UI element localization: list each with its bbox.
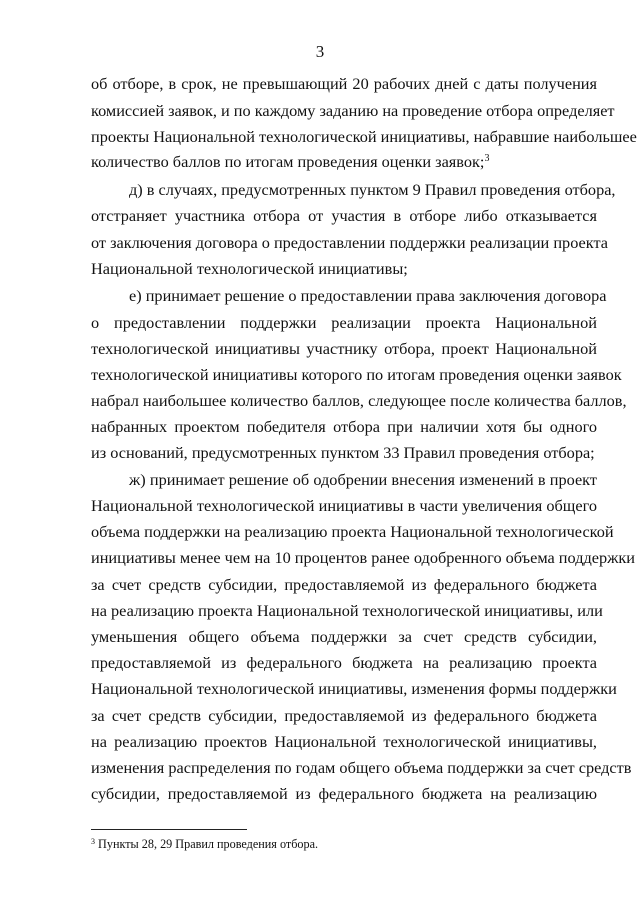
text-line: изменения распределения по годам общего объема поддержки за счет средств (91, 758, 632, 777)
footnote-marker: 3 (91, 837, 95, 846)
text-line: на реализацию проекта Национальной технологической инициативы, или (91, 601, 603, 620)
text-line: набранных проектом победителя отбора при наличии хотя бы одного (91, 417, 597, 436)
footnote (91, 836, 597, 852)
text-line: технологической инициативы участнику отбора, проект Национальной (91, 339, 597, 358)
page-number: 3 (315, 42, 325, 61)
text-line: е) принимает решение о предоставлении права заключения договора (129, 286, 607, 305)
text-line: предоставляемой из федерального бюджета на реализацию проекта (91, 653, 597, 672)
text-line: субсидии, предоставляемой из федерального бюджета на реализацию (91, 784, 597, 803)
footnote-divider (91, 829, 247, 830)
text-line: набрал наибольшее количество баллов, следующее после количества баллов, (91, 391, 627, 410)
text-line: об отборе, в срок, не превышающий 20 рабочих дней с даты получения (91, 74, 597, 93)
text-line: объема поддержки на реализацию проекта Национальной технологической (91, 522, 614, 541)
text-line: отстраняет участника отбора от участия в отборе либо отказывается (91, 206, 597, 225)
text-line: д) в случаях, предусмотренных пунктом 9 Правил проведения отбора, (129, 180, 616, 199)
text-line: комиссией заявок, и по каждому заданию на проведение отбора определяет (91, 101, 615, 120)
text-line: Национальной технологической инициативы в части увеличения общего (91, 496, 597, 515)
text-line: количество баллов по итогам проведения оценки заявок; (91, 152, 485, 171)
text-line: за счет средств субсидии, предоставляемой из федерального бюджета (91, 575, 597, 594)
text-line: проекты Национальной технологической инициативы, набравшие наибольшее (91, 127, 637, 146)
text-line: из оснований, предусмотренных пунктом 33 Правил проведения отбора; (91, 443, 595, 462)
text-line: Национальной технологической инициативы, изменения формы поддержки (91, 679, 617, 698)
text-line: ж) принимает решение об одобрении внесения изменений в проект (129, 470, 597, 489)
text-line: за счет средств субсидии, предоставляемой из федерального бюджета (91, 706, 597, 725)
text-line: уменьшения общего объема поддержки за счет средств субсидии, (91, 627, 597, 646)
text-line: технологической инициативы которого по итогам проведения оценки заявок (91, 365, 622, 384)
text-line: инициативы менее чем на 10 процентов ранее одобренного объема поддержки (91, 548, 635, 567)
footnote-text: Пункты 28, 29 Правил проведения отбора. (98, 837, 319, 851)
text-line: о предоставлении поддержки реализации проекта Национальной (91, 313, 597, 332)
text-line-with-footnote (91, 152, 597, 172)
text-line: от заключения договора о предоставлении поддержки реализации проекта (91, 233, 609, 252)
footnote-reference: 3 (484, 153, 490, 164)
text-line: Национальной технологической инициативы; (91, 259, 408, 278)
text-line: на реализацию проектов Национальной технологической инициативы, (91, 732, 597, 751)
